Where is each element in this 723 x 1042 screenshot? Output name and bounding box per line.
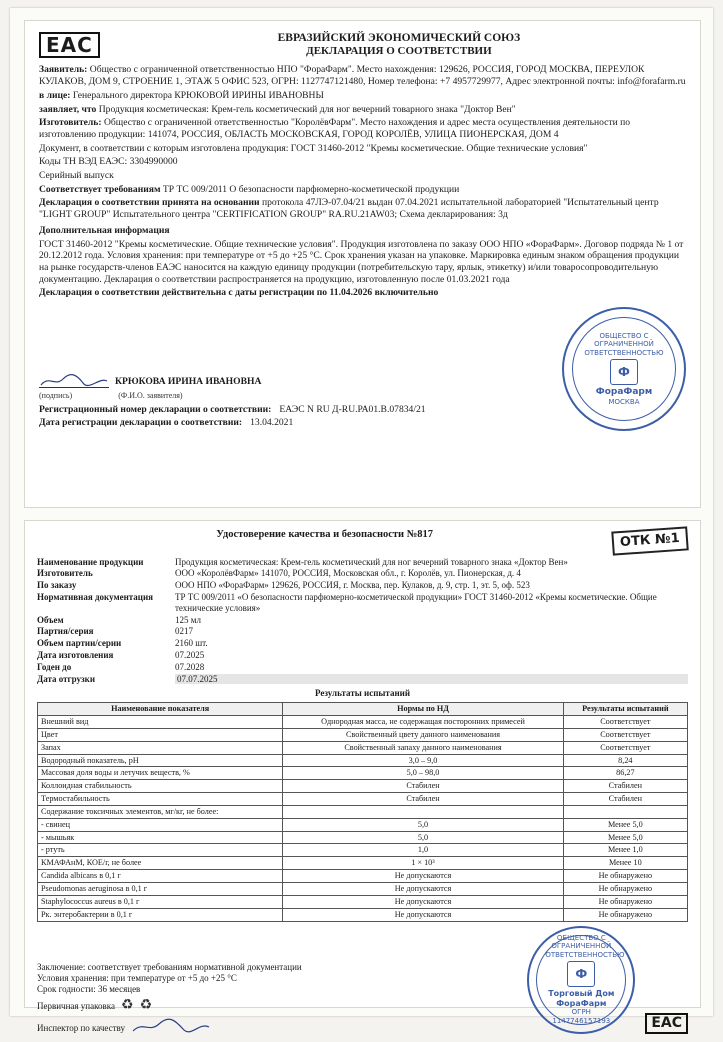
basis: Декларация о соответствии принята на основании протокола 47ЛЭ-07.04/21 выдан 07.04.2021 испытательной лабораторией "Испытательный центр "LIGHT GROUP" Испытательного центра "CERTIFICATION GROUP" RA.RU.21AW03; Схема декларирования: 3д <box>39 197 659 221</box>
packaging-label: Первичная упаковка <box>37 1000 115 1011</box>
table-row <box>38 844 688 857</box>
field-value: ТР ТС 009/2011 «О безопасности парфюмерно-косметической продукции» ГОСТ 31460-2012 «Кремы косметические. Общие технические условия» <box>175 591 657 613</box>
table-cell: Не допускаются <box>283 908 563 921</box>
table-cell: Цвет <box>38 728 283 741</box>
table-cell: Менее 10 <box>563 857 687 870</box>
table-cell: Менее 5,0 <box>563 818 687 831</box>
table-cell: Не обнаружено <box>563 882 687 895</box>
quality-certificate <box>24 520 701 1033</box>
certificate-title: Удостоверение качества и безопасности №817 <box>216 529 434 540</box>
recycle-icon: ♻ <box>121 997 134 1013</box>
field-value: 07.07.2025 <box>175 674 688 685</box>
signer-name: КРЮКОВА ИРИНА ИВАНОВНА <box>115 376 262 388</box>
field-key: Объем <box>37 614 64 625</box>
field-key: По заказу <box>37 580 77 591</box>
declaration-header <box>39 31 686 58</box>
serial-release: Серийный выпуск <box>39 170 114 182</box>
signature-block <box>39 307 686 431</box>
field-value: 2160 шт. <box>175 638 208 649</box>
eac-mark: ЕАС <box>39 32 100 58</box>
table-cell: Свойственный цвету данного наименования <box>283 728 563 741</box>
table-row <box>38 716 688 729</box>
table-cell: Pseudomonas aeruginosa в 0,1 г <box>38 882 283 895</box>
validity: Декларация о соответствии действительна с даты регистрации по 11.04.2026 включительно <box>39 287 439 299</box>
table-row <box>38 818 688 831</box>
registration-date: Дата регистрации декларации о соответствии: 13.04.2021 <box>39 417 294 429</box>
column-header: Результаты испытаний <box>563 703 687 716</box>
table-cell: Менее 5,0 <box>563 831 687 844</box>
table-cell: Стабилен <box>283 793 563 806</box>
table-cell: Коллоидная стабильность <box>38 780 283 793</box>
table-cell: Водородный показатель, pH <box>38 754 283 767</box>
declares: заявляет, что Продукция косметическая: Крем-гель косметический для ног вечерний товарного знака "Доктор Вен" <box>39 103 516 115</box>
table-cell: Рк. энтеробактерии в 0,1 г <box>38 908 283 921</box>
table-cell: 8,24 <box>563 754 687 767</box>
table-cell: Содержание токсичных элементов, мг/кг, не более: <box>38 805 283 818</box>
field-key: Дата отгрузки <box>37 673 96 684</box>
table-cell: Запах <box>38 741 283 754</box>
table-row <box>38 754 688 767</box>
table-cell: - ртуть <box>38 844 283 857</box>
table-cell: Стабилен <box>563 780 687 793</box>
eac-mark: ЕАС <box>645 1013 688 1034</box>
recycle-icon: ♻ <box>139 997 153 1013</box>
inspector-signature-scribble <box>131 1018 211 1034</box>
field-value: 07.2028 <box>175 661 205 672</box>
table-row <box>38 728 688 741</box>
signature-caption: (подпись) <box>39 390 73 400</box>
field-value: ООО «КоролёвФарм» 141070, РОССИЯ, Московская обл., г. Королёв, ул. Пионерская, д. 4 <box>175 568 521 579</box>
table-cell: 5,0 – 98,0 <box>283 767 563 780</box>
table-cell: Не допускаются <box>283 882 563 895</box>
signature-scribble <box>39 373 109 388</box>
additional-info: ГОСТ 31460-2012 "Кремы косметические. Общие технические условия". Продукция изготовлена по заказу ООО НПО «ФораФарм». Договор подряда № 1 от 20.12.2012 года. Условия хранения: при температуре от +5 до +25 °С. Срок хранения указан на упаковке. Маркировка единым знаком обращения продукции на рынке государств-членов ЕАЭС наносится на каждую единицу продукции (потребительскую тару, ярлык, этикетку) и/или товаросопроводительную документацию. Декларация о соответствии распространяется на продукцию, изготовленную после 01.03.2021 года <box>39 238 684 285</box>
table-row <box>38 857 688 870</box>
table-cell: Стабилен <box>283 780 563 793</box>
declaration-title: ДЕКЛАРАЦИЯ О СООТВЕТСТВИИ <box>306 45 492 58</box>
table-cell: Массовая доля воды и летучих веществ, % <box>38 767 283 780</box>
field-value: 0217 <box>175 626 193 637</box>
declaration-document <box>24 20 701 508</box>
column-header: Нормы по НД <box>283 703 563 716</box>
manufacturer: Изготовитель: Общество с ограниченной ответственностью "КоролёвФарм". Место нахождения и адрес места осуществления деятельности по изготовлению продукции: 141074, РОССИЯ, ОБЛАСТЬ МОСКОВСКАЯ, ГОРОД КОРОЛЁВ, УЛИЦА ПИОНЕРСКАЯ, ДОМ 4 <box>39 117 631 140</box>
table-cell: 86,27 <box>563 767 687 780</box>
field-value: Продукция косметическая: Крем-гель косметический для ног вечерний товарного знака «Доктор Вен» <box>175 556 568 567</box>
table-cell: Не допускаются <box>283 870 563 883</box>
table-cell <box>563 805 687 818</box>
conclusion: Заключение: соответствует требованиям нормативной документации <box>37 962 302 973</box>
table-cell: Однородная масса, не содержащая посторонних примесей <box>283 716 563 729</box>
compliance: Соответствует требованиям ТР ТС 009/2011 О безопасности парфюмерно-косметической продукции <box>39 183 460 195</box>
inspector-label: Инспектор по качеству <box>37 1022 125 1033</box>
seal-logo-icon: Ф <box>567 961 595 987</box>
table-row <box>38 831 688 844</box>
table-cell: Не обнаружено <box>563 870 687 883</box>
table-cell: 1,0 <box>283 844 563 857</box>
packaging-row <box>37 998 467 1015</box>
field-key: Изготовитель <box>37 568 93 579</box>
results-title: Результаты испытаний <box>314 688 411 699</box>
table-cell: 5,0 <box>283 818 563 831</box>
signer-caption: (Ф.И.О. заявителя) <box>118 390 183 400</box>
table-cell: Свойственный запаху данного наименования <box>283 741 563 754</box>
field-value: 125 мл <box>175 614 201 625</box>
normative-document: Документ, в соответствии с которым изготовлена продукция: ГОСТ 31460-2012 "Кремы косметические. Общие технические условия" <box>39 142 588 154</box>
column-header: Наименование показателя <box>38 703 283 716</box>
table-row <box>38 908 688 921</box>
table-row <box>38 805 688 818</box>
field-value: ООО НПО «ФораФарм» 129626, РОССИЯ, г. Москва, пер. Кулаков, д. 9, стр. 1, эт. 5, оф. 523 <box>175 580 530 591</box>
table-cell: Внешний вид <box>38 716 283 729</box>
trade-house-seal: ОБЩЕСТВО С ОГРАНИЧЕННОЙ ОТВЕТСТВЕННОСТЬЮ Ф Торговый Дом ФораФарм ОГРН 1147746157193 <box>527 926 635 1034</box>
table-cell: 1 × 10³ <box>283 857 563 870</box>
table-cell: Соответствует <box>563 716 687 729</box>
table-cell: Стабилен <box>563 793 687 806</box>
applicant-person: в лице: Генерального директора КРЮКОВОЙ ИРИНЫ ИВАНОВНЫ <box>39 89 324 101</box>
table-cell: Не обнаружено <box>563 908 687 921</box>
table-cell: Менее 1,0 <box>563 844 687 857</box>
table-cell: Соответствует <box>563 741 687 754</box>
table-cell: КМАФАнМ, КОЕ/г, не более <box>38 857 283 870</box>
table-cell: Staphylococcus aureus в 0,1 г <box>38 895 283 908</box>
table-cell <box>283 805 563 818</box>
field-key: Наименование продукции <box>37 556 144 567</box>
inspector-signature <box>37 1018 467 1034</box>
certificate-fields <box>37 557 688 685</box>
signature-line <box>39 373 459 388</box>
table-row <box>38 741 688 754</box>
field-key: Нормативная документация <box>37 591 154 602</box>
field-key: Годен до <box>37 661 72 672</box>
table-row <box>38 870 688 883</box>
table-row <box>38 767 688 780</box>
table-cell: Candida albicans в 0,1 г <box>38 870 283 883</box>
results-table <box>37 702 688 921</box>
storage-conditions: Условия хранения: при температуре от +5 до +25 °С <box>37 973 237 984</box>
field-value: 07.2025 <box>175 649 205 660</box>
scanned-page <box>10 8 713 1033</box>
shelf-life: Срок годности: 36 месяцев <box>37 983 141 994</box>
table-cell: Соответствует <box>563 728 687 741</box>
table-row <box>38 895 688 908</box>
seal-logo-icon: Ф <box>610 359 638 385</box>
table-cell: 3,0 – 9,0 <box>283 754 563 767</box>
table-cell: Не допускаются <box>283 895 563 908</box>
field-key: Дата изготовления <box>37 649 114 660</box>
registration-number: Регистрационный номер декларации о соответствии: ЕАЭС N RU Д-RU.РА01.В.07834/21 <box>39 403 426 415</box>
union-name: ЕВРАЗИЙСКИЙ ЭКОНОМИЧЕСКИЙ СОЮЗ <box>277 32 521 44</box>
table-row <box>38 780 688 793</box>
table-cell: - свинец <box>38 818 283 831</box>
company-seal: ОБЩЕСТВО С ОГРАНИЧЕННОЙ ОТВЕТСТВЕННОСТЬЮ Ф ФораФарм МОСКВА <box>562 307 686 431</box>
table-row <box>38 882 688 895</box>
additional-info-label: Дополнительная информация <box>39 224 170 236</box>
table-cell: Не обнаружено <box>563 895 687 908</box>
otk-stamp: ОТК №1 <box>612 526 689 555</box>
field-key: Партия/серия <box>37 626 94 637</box>
field-key: Объем партии/серии <box>37 638 122 649</box>
table-row <box>38 793 688 806</box>
table-cell: - мышьяк <box>38 831 283 844</box>
hs-codes: Коды ТН ВЭД ЕАЭС: 3304990000 <box>39 156 178 168</box>
table-cell: Термостабильность <box>38 793 283 806</box>
applicant: Заявитель: Общество с ограниченной ответственностью НПО "ФораФарм". Место нахождения: 129626, РОССИЯ, ГОРОД МОСКВА, ПЕРЕУЛОК КУЛАКОВ, ДОМ 9, СТРОЕНИЕ 1, ЭТАЖ 5 ОФИС 523, ОГРН: 1127747121480, Номер телефона: +7 4957729977, Адрес электронной почты: info@forafarm.ru <box>39 64 686 88</box>
table-cell: 5,0 <box>283 831 563 844</box>
